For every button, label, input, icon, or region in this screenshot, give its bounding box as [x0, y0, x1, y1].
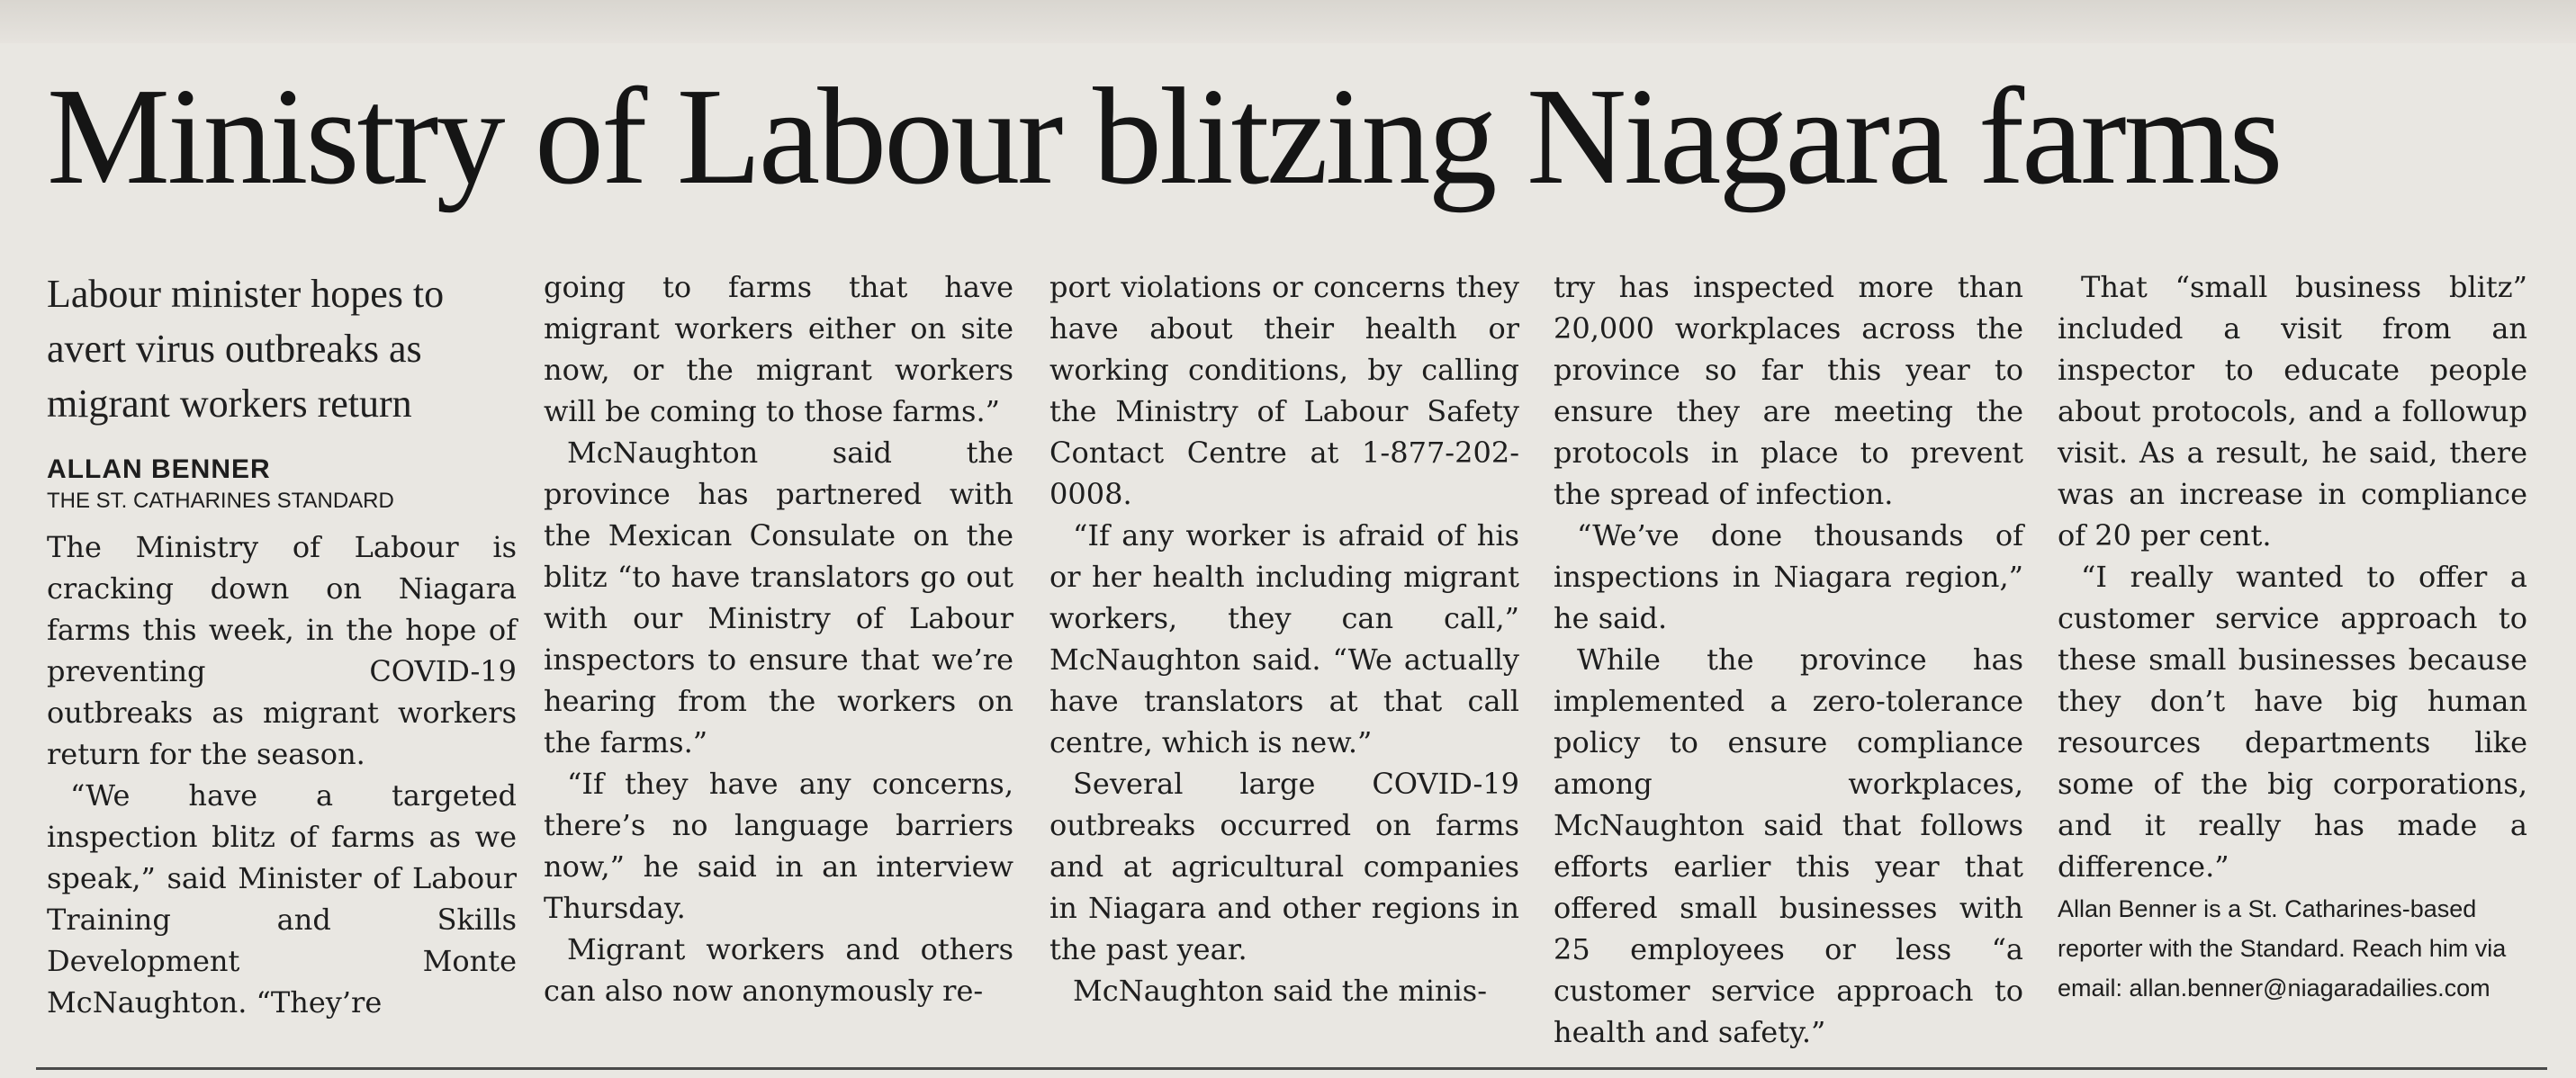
paragraph: “If any worker is afraid of his or her health including migrant workers, they can call,” McNaughton said. “We actually have translators at that call centre, which is new.”: [1049, 518, 1519, 759]
deck: Labour minister hopes to avert virus outbreaks as migrant workers return: [47, 272, 445, 426]
paragraph: port violations or concerns they have about their health or working conditions, by calling the Ministry of Labour Safety Contact Centre at 1-877-202-0008.: [1049, 270, 1519, 511]
author-tagline: Allan Benner is a St. Catharines-based reporter with the Standard. Reach him via email: allan.benner@niagaradailies.com: [2058, 895, 2507, 1002]
publication-credit: THE ST. CATHARINES STANDARD: [47, 489, 394, 513]
bottom-rule: [36, 1067, 2547, 1070]
column-3: [1049, 266, 1519, 1013]
paragraph: McNaughton said the province has partnered with the Mexican Consulate on the blitz “to have translators go out with our Ministry of Labour inspectors to ensure that we’re hearing from the workers on the farms.”: [544, 436, 1013, 759]
headline: Ministry of Labour blitzing Niagara farms: [47, 60, 2281, 213]
paragraph: “We’ve done thousands of inspections in Niagara region,” he said.: [1554, 518, 2023, 635]
paragraph: try has inspected more than 20,000 workplaces across the province so far this year to ensure they are meeting the protocols in place to prevent the spread of infection.: [1554, 270, 2023, 511]
column-1: [47, 266, 517, 1020]
column-4: [1554, 266, 2023, 1049]
paragraph: McNaughton said the minis-: [1073, 974, 1487, 1008]
paragraph: The Ministry of Labour is cracking down on Niagara farms this week, in the hope of preventing COVID-19 outbreaks as migrant workers return for the season.: [47, 530, 517, 771]
paragraph: Several large COVID-19 outbreaks occurred on farms and at agricultural companies in Niagara and other regions in the past year.: [1049, 767, 1519, 966]
paragraph: going to farms that have migrant workers either on site now, or the migrant workers will be coming to those farms.”: [544, 270, 1013, 428]
paragraph: Migrant workers and others can also now anonymously re-: [544, 932, 1013, 1008]
paragraph: “We have a targeted inspection blitz of farms as we speak,” said Minister of Labour Training and Skills Development Monte McNaughton. “They’re: [47, 778, 517, 1020]
paragraph: “If they have any concerns, there’s no language barriers now,” he said in an interview Thursday.: [544, 767, 1013, 925]
paragraph: “I really wanted to offer a customer service approach to these small businesses because they don’t have big human resources departments like some of the big corporations, and it really has made a difference.”: [2058, 560, 2527, 884]
paragraph: That “small business blitz” included a visit from an inspector to educate people about protocols, and a followup visit. As a result, he said, there was an increase in compliance of 20 per cent.: [2058, 270, 2527, 552]
column-5: [2058, 266, 2527, 1013]
byline: ALLAN BENNER: [47, 454, 271, 484]
page-top-strip: [0, 0, 2576, 43]
paragraph: While the province has implemented a zero-tolerance policy to ensure compliance among workplaces, McNaughton said that follows efforts earlier this year that offered small businesses with 25 employees or less “a customer service approach to health and safety.”: [1554, 642, 2023, 1049]
column-2: [544, 266, 1013, 1013]
